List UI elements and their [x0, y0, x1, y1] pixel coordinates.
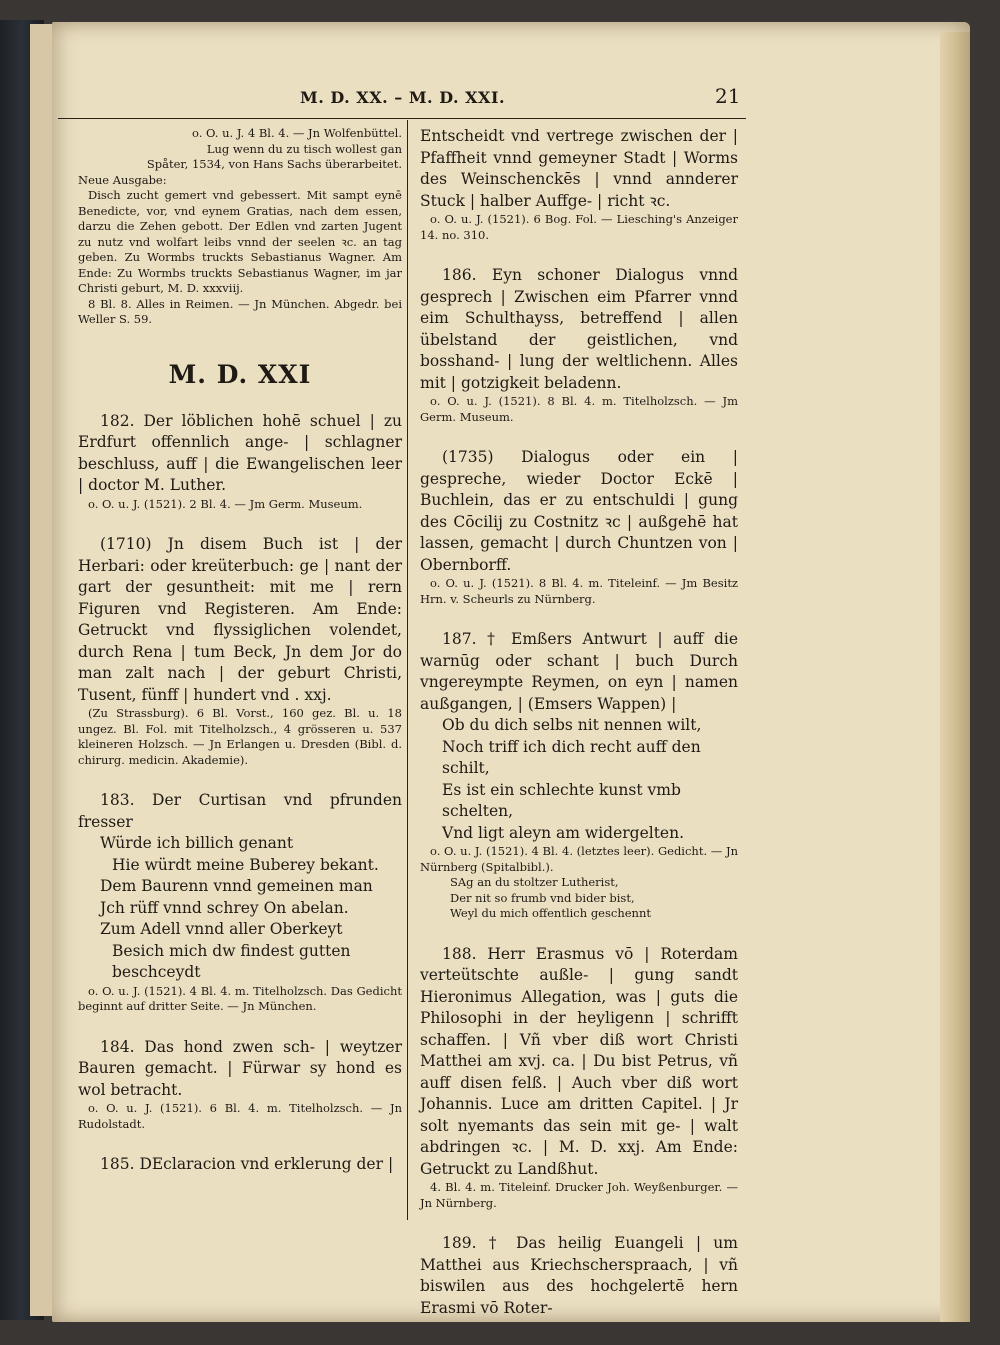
- page-header: [60, 68, 740, 108]
- entry-185-meta: o. O. u. J. (1521). 6 Bog. Fol. — Liesching's Anzeiger 14. no. 310.: [420, 212, 738, 242]
- year-heading: M. D. XXI: [168, 359, 312, 389]
- right-column: [420, 126, 738, 1319]
- entry-187-verse: Ob du dich selbs nit nennen wilt,: [442, 716, 702, 734]
- prev-entry-verse: Lug wenn du zu tisch wollest gan: [206, 141, 402, 156]
- entry-1710-title: (1710) Jn disem Buch ist | der Herbari: oder kreüterbuch: ge | nant der gart der gesuntheit: mit me | rern Figuren vnd Registeren. Am Ende: Getruckt vnd flyssiglichen volendet, durch Rena | tum Beck, Jn dem Jor do man zalt nach | der geburt Christi, Tusent, fünff | hundert vnd . xxj.: [78, 535, 402, 704]
- entry-183-verse: Jch rüff vnnd schrey On abelan.: [100, 898, 349, 917]
- entry-187-verse: Es ist ein schlechte kunst vmb schelten,: [442, 780, 681, 820]
- entry-188-meta: 4. Bl. 4. m. Titeleinf. Drucker Joh. Weyßenburger. — Jn Nürnberg.: [420, 1180, 738, 1210]
- entry-183-verse: Zum Adell vnnd aller Oberkeyt: [100, 920, 343, 938]
- entry-1735-title: (1735) Dialogus oder ein | gespreche, wieder Doctor Eckē | Buchlein, das er zu entschuldi | gung des Cōcilij zu Costnitz ꝛc | außgehē hat lassen, gemacht | durch Chuntzen von | Obernborff.: [420, 448, 738, 574]
- entry-185-continued: Entscheidt vnd vertrege zwischen der | Pfaffheit vnnd gemeyner Stadt | Worms des Weinschenckēs | vnnd annderer Stuck | halber Auffge- | richt ꝛc.: [420, 127, 738, 210]
- entry-1735-meta: o. O. u. J. (1521). 8 Bl. 4. m. Titeleinf. — Jm Besitz Hrn. v. Scheurls zu Nürnberg.: [420, 576, 738, 606]
- page-stack-edge: [940, 32, 970, 1322]
- entry-187-meta: o. O. u. J. (1521). 4 Bl. 4. (letztes leer). Gedicht. — Jn Nürnberg (Spitalbibl.).: [420, 844, 738, 874]
- entry-184-meta: o. O. u. J. (1521). 6 Bl. 4. m. Titelholzsch. — Jn Rudolstadt.: [78, 1101, 402, 1131]
- header-rule: [58, 118, 746, 119]
- entry-185-title: 185. DEclaracion vnd erklerung der |: [100, 1155, 394, 1173]
- entry-183-verse: Dem Baurenn vnnd gemeinen man: [100, 877, 373, 895]
- running-title: M. D. XX. – M. D. XXI.: [300, 88, 506, 107]
- entry-187-quote: Der nit so frumb vnd bider bist,: [450, 890, 635, 905]
- entry-187-verse: Vnd ligt aleyn am widergelten.: [442, 823, 685, 842]
- entry-182-meta: o. O. u. J. (1521). 2 Bl. 4. — Jm Germ. Museum.: [88, 496, 363, 511]
- new-edition-text: Disch zucht gemert vnd gebessert. Mit sampt eynē Benedicte, vor, vnd eynem Gratias, nach dem essen, darzu die Zehen gebott. Der Edlen vnd zarten Jugent zu nutz vnd wolfart leibs vnnd der seelen ꝛc. an tag geben. Zu Wormbs truckts Sebastianus Wagner. Am Ende: Zu Wormbs truckts Sebastianus Wagner, im jar Christi geburt, M. D. xxxviij.: [78, 188, 402, 295]
- page-number: 21: [715, 84, 741, 108]
- entry-187-verse: Noch triff ich dich recht auff den schilt,: [442, 737, 701, 777]
- entry-183-verse: Hie würdt meine Buberey bekant.: [112, 855, 379, 874]
- entry-182-title: 182. Der löblichen hohē schuel | zu Erdfurt offennlich ange- | schlagner beschluss, auff | die Ewangelischen leer | doctor M. Luther.: [78, 411, 402, 494]
- entry-187-title: 187. † Emßers Antwurt | auff die warnūg oder schant | buch Durch vngereympte Reymen, on eyn | namen außgangen, | (Emsers Wappen) |: [420, 630, 738, 713]
- prev-entry-reference: o. O. u. J. 4 Bl. 4. — Jn Wolfenbüttel.: [192, 126, 402, 140]
- prev-entry-note: Spåter, 1534, von Hans Sachs überarbeitet.: [146, 157, 402, 171]
- entry-183-verse: Würde ich billich genant: [100, 834, 294, 852]
- entry-188-title: 188. Herr Erasmus vō | Roterdam verteütschte außle- | gung sandt Hieronimus Allegation, was | guts die Philosophi in der heyligenn | schrifft schaffen. | Vñ vber diß wort Christi Matthei am xvj. ca. | Du bist Petrus, vñ auff disen felß. | Auch vber diß wort Johannis. Luce am dritten Capitel. | Jr solt nyemants das sein mit ge- | walt abdringen ꝛc. | M. D. xxj. Am Ende: Getruckt zu Landßhut.: [420, 944, 738, 1178]
- new-edition-label: Neue Ausgabe:: [78, 172, 167, 187]
- entry-186-title: 186. Eyn schoner Dialogus vnnd gesprech | Zwischen eim Pfarrer vnnd eim Schulthayss, betreffend | allen übelstand der geistlichen, vnd bosshand- | lung der weltlichenn. Alles mit | gotzigkeit beladenn.: [420, 266, 738, 392]
- entry-183-title: 183. Der Curtisan vnd pfrunden fresser: [78, 791, 402, 831]
- entry-183-verse: Besich mich dw findest gutten beschceydt: [112, 941, 351, 981]
- entry-187-quote: SAg an du stoltzer Lutherist,: [450, 875, 619, 889]
- entry-183-meta: o. O. u. J. (1521). 4 Bl. 4. m. Titelholzsch. Das Gedicht beginnt auf dritter Seite. — Jn München.: [78, 983, 402, 1013]
- left-column: [78, 126, 402, 1176]
- new-edition-meta: 8 Bl. 8. Alles in Reimen. — Jn München. Abgedr. bei Weller S. 59.: [78, 296, 402, 326]
- entry-187-quote: Weyl du mich offentlich geschennt: [450, 906, 651, 920]
- entry-186-meta: o. O. u. J. (1521). 8 Bl. 4. m. Titelholzsch. — Jm Germ. Museum.: [420, 394, 738, 424]
- entry-184-title: 184. Das hond zwen sch- | weytzer Bauren gemacht. | Fürwar sy hond es wol betracht.: [78, 1037, 402, 1099]
- entry-1710-meta: (Zu Strassburg). 6 Bl. Vorst., 160 gez. Bl. u. 18 ungez. Bl. Fol. mit Titelholzsch., 4 grösseren u. 537 kleineren Holzsch. — Jn Erlangen u. Dresden (Bibl. d. chirurg. medicin. Akademie).: [78, 706, 402, 767]
- entry-189-title: 189. † Das heilig Euangeli | um Matthei aus Kriechscherspraach, | vñ biswilen aus des hochgelertē hern Erasmi vō Roter-: [420, 1234, 738, 1317]
- column-divider: [407, 120, 408, 1220]
